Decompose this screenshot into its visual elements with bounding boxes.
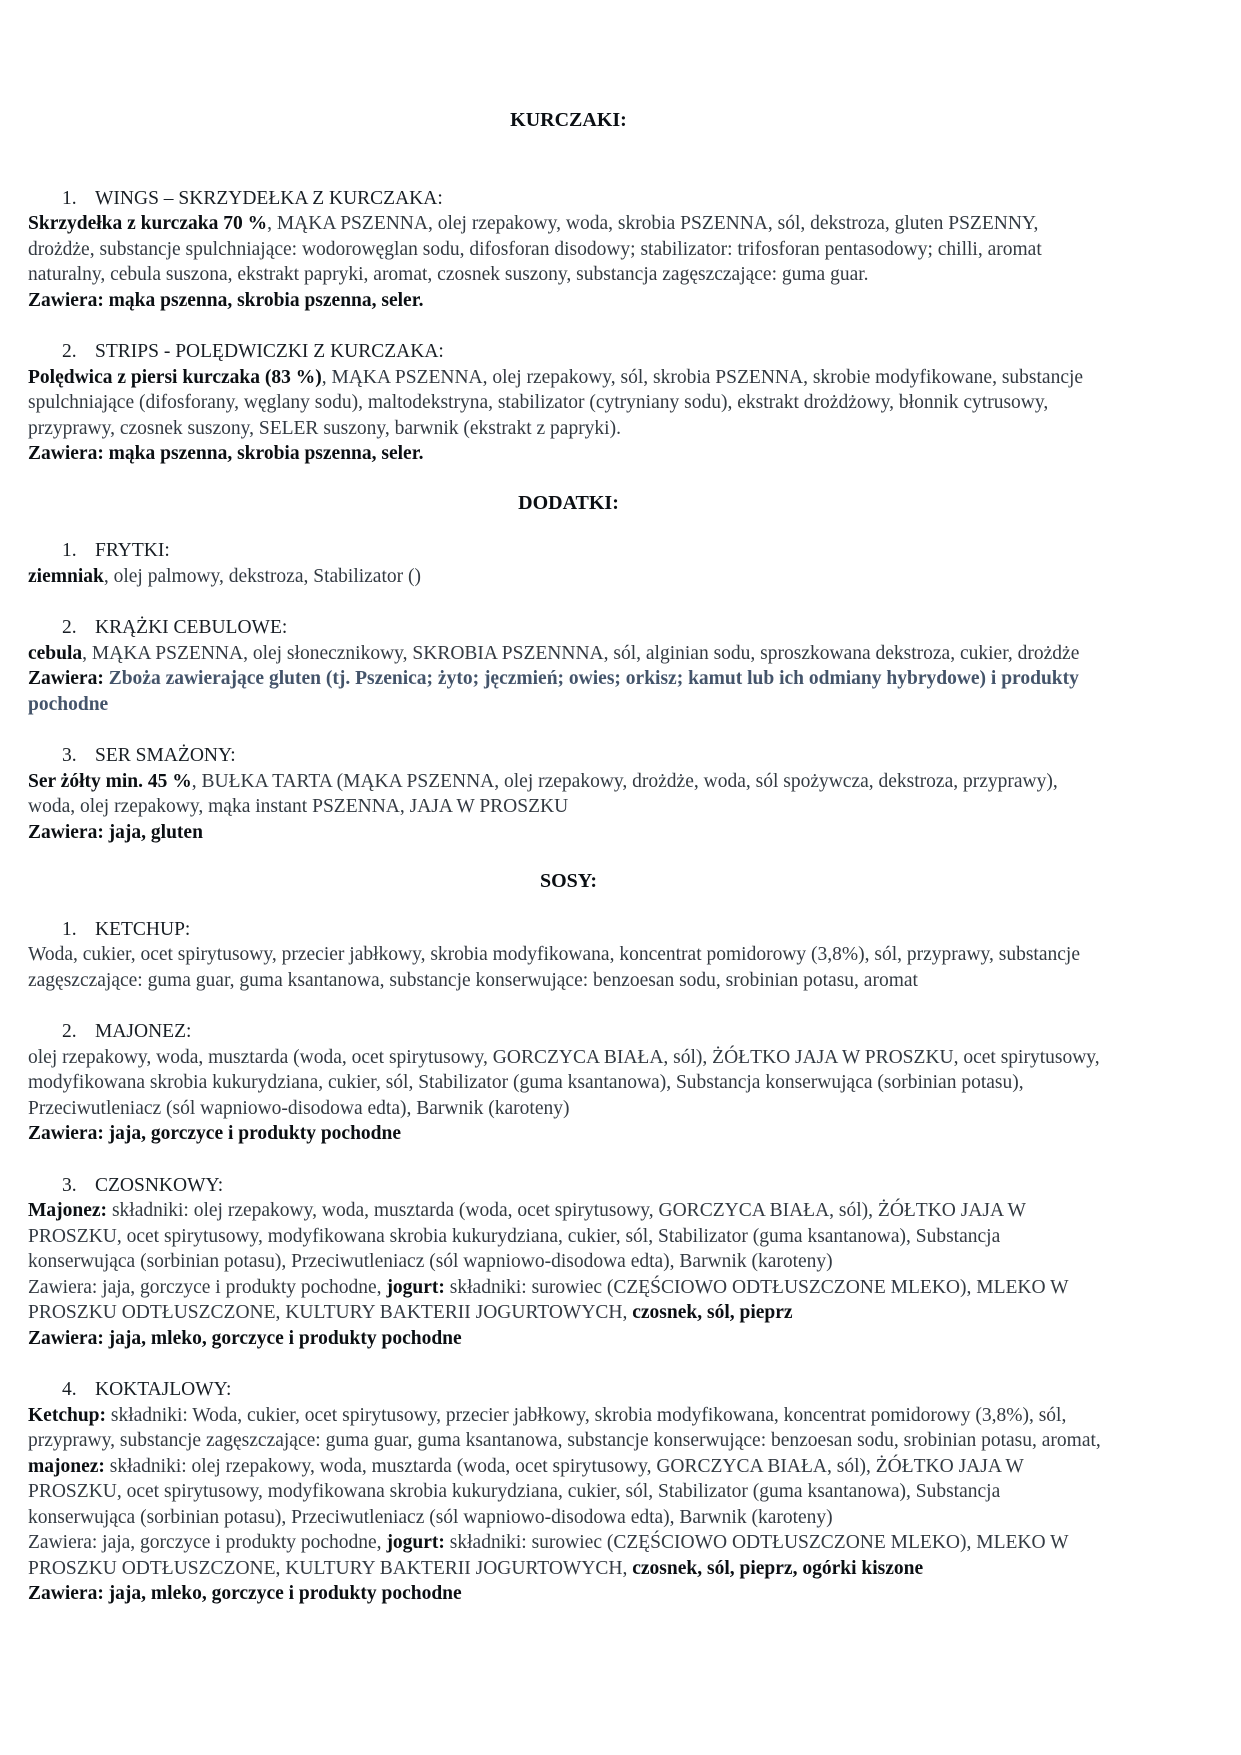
item-title: KRĄŻKI CEBULOWE:: [95, 617, 288, 638]
text-run: składniki: olej rzepakowy, woda, musztarda (woda, ocet spirytusowy, GORCZYCA BIAŁA, sól), ŻÓŁTKO JAJA W PROSZKU, ocet spirytusowy, modyfikowana skrobia kukurydziana, cukier, sól, Stabilizator (guma ksantanowa), Substancja konserwująca (sorbinian potasu), Przeciwutleniacz (sól wapniowo-disodowa edta), Barwnik (karoteny): [28, 1455, 1024, 1528]
ingredients-paragraph: [28, 942, 1109, 993]
ingredients-paragraph: [28, 1403, 1109, 1531]
item-number: 1.: [62, 918, 77, 940]
text-run: składniki: surowiec (CZĘŚCIOWO ODTŁUSZCZONE MLEKO), MLEKO W PROSZKU ODTŁUSZCZONE, KULTURY BAKTERII JOGURTOWYCH,: [28, 1276, 1069, 1323]
ingredients-paragraph: [28, 365, 1109, 442]
item-title-line: [28, 1173, 1109, 1199]
text-run-bold: jogurt:: [386, 1276, 445, 1298]
menu-item: [28, 1173, 1109, 1352]
ingredients-paragraph: [28, 1275, 1109, 1326]
text-run-bold: Zawiera: jaja, mleko, gorczyce i produkty pochodne: [28, 1327, 462, 1349]
item-title: FRYTKI:: [95, 540, 170, 561]
item-title-line: [28, 615, 1109, 641]
item-title-line: [28, 538, 1109, 564]
text-run-bold: Zawiera: mąka pszenna, skrobia pszenna, seler.: [28, 443, 424, 464]
item-title: KETCHUP:: [95, 918, 191, 940]
ingredients-paragraph: [28, 641, 1109, 667]
item-title: KOKTAJLOWY:: [95, 1379, 232, 1400]
text-run-bold: cebula: [28, 642, 83, 664]
ingredients-paragraph: [28, 441, 1109, 467]
text-run-bold: Ketchup:: [28, 1404, 106, 1426]
item-number: 2.: [62, 1021, 77, 1042]
item-title-line: [28, 1019, 1109, 1045]
ingredients-paragraph: [28, 1530, 1109, 1581]
item-number: 1.: [62, 540, 77, 561]
text-run-bold: Zboża zawierające gluten (tj. Pszenica; żyto; jęczmień; owies; orkisz; kamut lub ich odmiany hybrydowe) i produkty pochodne: [28, 668, 1079, 715]
menu-item: [28, 917, 1109, 994]
text-run-bold: Ser żółty min. 45 %: [28, 770, 192, 792]
text-run: , MĄKA PSZENNA, olej słonecznikowy, SKROBIA PSZENNNA, sól, alginian sodu, sproszkowana dekstroza, cukier, drożdże: [82, 642, 1080, 664]
section-heading-sosy: SOSY:: [539, 870, 598, 892]
text-run: , MĄKA PSZENNA, olej rzepakowy, sól, skrobia PSZENNA, skrobie modyfikowane, substancje spulchniające (difosforany, węglany sodu), maltodekstryna, stabilizator (cytryniany sodu), ekstrakt drożdżowy, błonnik cytrusowy, przyprawy, czosnek suszony, SELER suszony, barwnik (ekstrakt z papryki).: [28, 366, 1084, 439]
text-run-bold: Zawiera:: [28, 668, 109, 689]
text-run-bold: ziemniak: [28, 565, 104, 587]
item-number: 2.: [62, 341, 77, 362]
section-dodatki: [28, 491, 1109, 846]
item-title-line: [28, 186, 1109, 212]
ingredients-paragraph: [28, 769, 1109, 820]
ingredients-paragraph: [28, 1326, 1109, 1352]
text-run-bold: jogurt:: [386, 1532, 445, 1553]
menu-item: [28, 1019, 1109, 1147]
text-run-bold: Zawiera: jaja, mleko, gorczyce i produkty pochodne: [28, 1583, 462, 1604]
text-run: składniki: olej rzepakowy, woda, musztarda (woda, ocet spirytusowy, GORCZYCA BIAŁA, sól), ŻÓŁTKO JAJA W PROSZKU, ocet spirytusowy, modyfikowana skrobia kukurydziana, cukier, sól, Stabilizator (guma ksantanowa), Substancja konserwująca (sorbinian potasu), Przeciwutleniacz (sól wapniowo-disodowa edta), Barwnik (karoteny): [28, 1200, 1026, 1272]
text-run-bold: Zawiera: jaja, gorczyce i produkty pochodne: [28, 1123, 402, 1144]
text-run: składniki: Woda, cukier, ocet spirytusowy, przecier jabłkowy, skrobia modyfikowana, koncentrat pomidorowy (3,8%), sól, przyprawy, substancje zagęszczające: guma guar, guma ksantanowa, substancje konserwujące: benzoesan sodu, srobinian potasu, aromat,: [28, 1404, 1101, 1451]
text-run-bold: majonez:: [28, 1455, 105, 1477]
text-run-bold: Majonez:: [28, 1200, 108, 1221]
section-kurczaki: [28, 108, 1109, 467]
item-title: WINGS – SKRZYDEŁKA Z KURCZAKA:: [95, 187, 443, 209]
text-run: Woda, cukier, ocet spirytusowy, przecier jabłkowy, skrobia modyfikowana, koncentrat pomidorowy (3,8%), sól, przyprawy, substancje zagęszczające: guma guar, guma ksantanowa, substancje konserwujące: benzoesan sodu, srobinian potasu, aromat: [28, 944, 1080, 991]
text-run-bold: Skrzydełka z kurczaka 70 %: [28, 213, 268, 234]
item-title: CZOSNKOWY:: [95, 1174, 224, 1196]
text-run-bold: czosnek, sól, pieprz, ogórki kiszone: [632, 1557, 924, 1579]
menu-item: [28, 743, 1109, 845]
text-run: składniki: surowiec (CZĘŚCIOWO ODTŁUSZCZONE MLEKO), MLEKO W PROSZKU ODTŁUSZCZONE, KULTURY BAKTERII JOGURTOWYCH,: [28, 1532, 1069, 1579]
item-number: 3.: [62, 1174, 77, 1196]
ingredients-paragraph: [28, 1045, 1109, 1122]
ingredients-paragraph: [28, 666, 1109, 717]
section-heading-dodatki: DODATKI:: [518, 491, 619, 514]
ingredients-paragraph: [28, 820, 1109, 846]
item-number: 2.: [62, 617, 77, 638]
text-run: Zawiera: jaja, gorczyce i produkty pochodne,: [28, 1532, 387, 1553]
ingredients-paragraph: [28, 211, 1109, 288]
item-number: 1.: [62, 187, 77, 209]
section-heading-kurczaki: KURCZAKI:: [510, 109, 627, 131]
menu-item: [28, 339, 1109, 467]
item-title: MAJONEZ:: [95, 1021, 192, 1042]
text-run: , BUŁKA TARTA (MĄKA PSZENNA, olej rzepakowy, drożdże, woda, sól spożywcza, dekstroza, przyprawy), woda, olej rzepakowy, mąka instant PSZENNA, JAJA W PROSZKU: [28, 770, 1058, 817]
ingredients-paragraph: [28, 1198, 1109, 1275]
text-run: , MĄKA PSZENNA, olej rzepakowy, woda, skrobia PSZENNA, sól, dekstroza, gluten PSZENNY, drożdże, substancje spulchniające: wodorowęglan sodu, difosforan disodowy; stabilizator: trifosforan pentasodowy; chilli, aromat naturalny, cebula suszona, ekstrakt papryki, aromat, czosnek suszony, substancja zagęszczające: guma guar.: [28, 213, 1042, 285]
menu-item: [28, 615, 1109, 717]
menu-item: [28, 186, 1109, 314]
ingredients-paragraph: [28, 564, 1109, 590]
text-run-bold: Zawiera: jaja, gluten: [28, 821, 203, 843]
text-run-bold: Zawiera: mąka pszenna, skrobia pszenna, seler.: [28, 289, 424, 311]
section-sosy: [28, 869, 1109, 1607]
ingredients-paragraph: [28, 1121, 1109, 1147]
text-run-bold: Polędwica z piersi kurczaka (83 %): [28, 366, 322, 388]
text-run: Zawiera: jaja, gorczyce i produkty pochodne,: [28, 1276, 387, 1298]
menu-item: [28, 1377, 1109, 1607]
item-title-line: [28, 1377, 1109, 1403]
item-title-line: [28, 743, 1109, 769]
item-title: SER SMAŻONY:: [95, 745, 236, 766]
ingredients-paragraph: [28, 288, 1109, 314]
text-run: , olej palmowy, dekstroza, Stabilizator (): [103, 565, 421, 587]
item-number: 3.: [62, 745, 77, 766]
ingredients-paragraph: [28, 1581, 1109, 1607]
item-number: 4.: [62, 1379, 77, 1400]
item-title-line: [28, 339, 1109, 365]
item-title-line: [28, 917, 1109, 943]
item-title: STRIPS - POLĘDWICZKI Z KURCZAKA:: [95, 341, 444, 362]
text-run-bold: czosnek, sól, pieprz: [632, 1302, 793, 1323]
menu-item: [28, 538, 1109, 589]
text-run: olej rzepakowy, woda, musztarda (woda, ocet spirytusowy, GORCZYCA BIAŁA, sól), ŻÓŁTKO JAJA W PROSZKU, ocet spirytusowy, modyfikowana skrobia kukurydziana, cukier, sól, Stabilizator (guma ksantanowa), Substancja konserwująca (sorbinian potasu), Przeciwutleniacz (sól wapniowo-disodowa edta), Barwnik (karoteny): [28, 1046, 1100, 1119]
